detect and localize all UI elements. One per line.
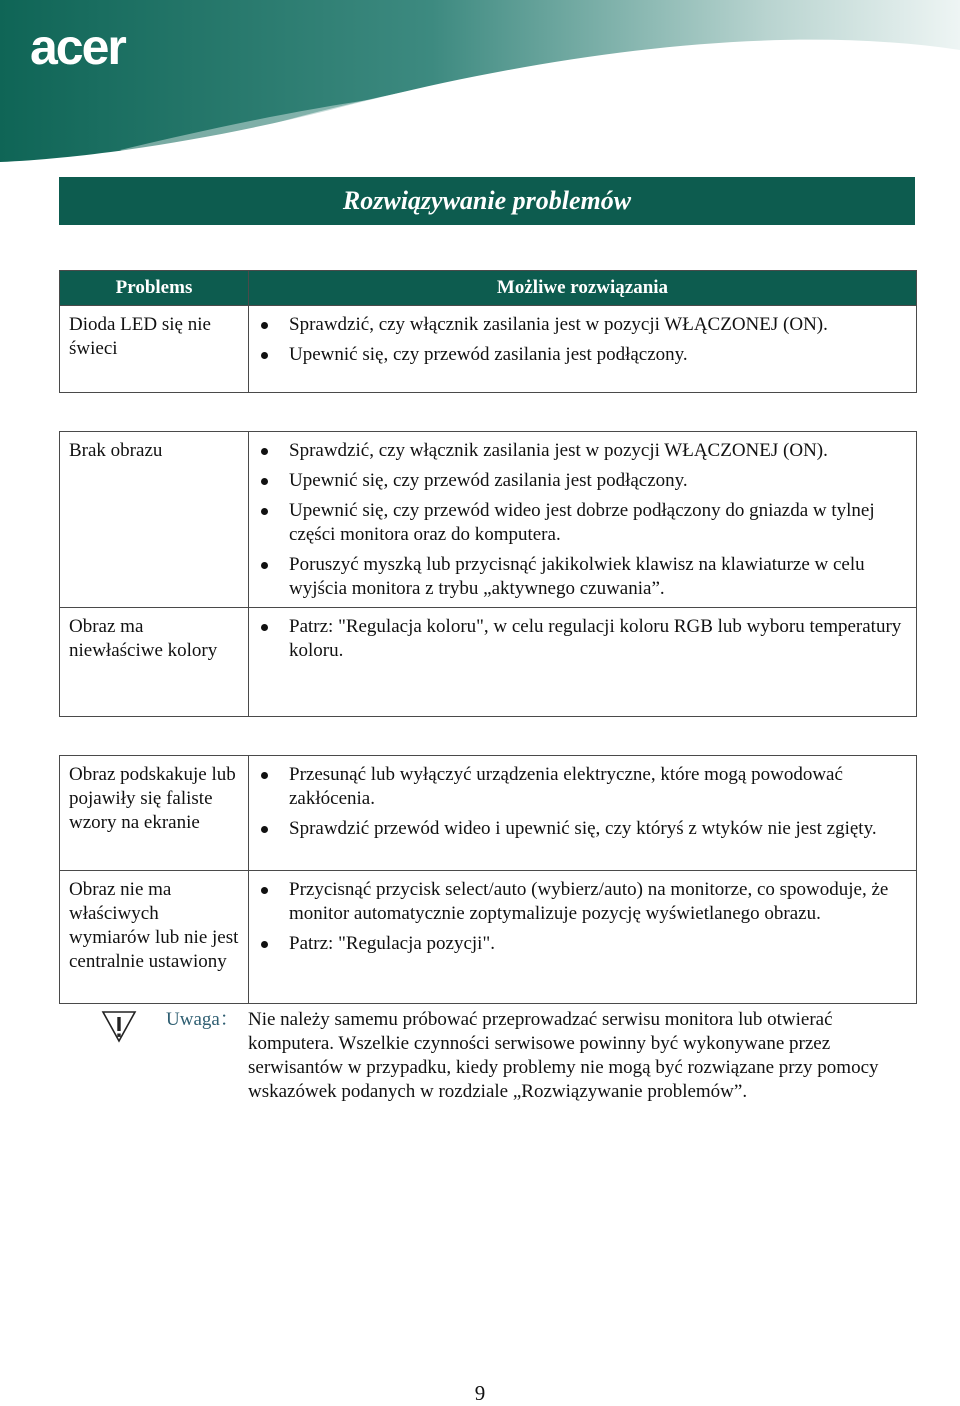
solution-text: Patrz: "Regulacja koloru", w celu regulacji koloru RGB lub wyboru temperatury koloru. [289, 616, 902, 661]
note-label: Uwaga： [166, 1009, 239, 1030]
solution-item [257, 313, 904, 337]
acer-logo: acer [30, 19, 125, 75]
bullet-icon [261, 352, 268, 359]
solution-item [257, 469, 904, 493]
table-group-spacer [60, 717, 917, 756]
spacer-cell [249, 393, 917, 432]
table-row [60, 306, 917, 393]
bullet-icon [261, 562, 268, 569]
problems-column-header: Problems [60, 271, 249, 306]
problem-text: Brak obrazu [69, 440, 163, 461]
solution-text: Przesunąć lub wyłączyć urządzenia elektryczne, które mogą powodować zakłócenia. [289, 764, 843, 809]
page-number: 9 [474, 1381, 486, 1405]
solution-list [257, 615, 904, 663]
header-banner [0, 0, 960, 165]
problem-cell [60, 608, 249, 717]
bullet-icon [261, 478, 268, 485]
table-row [60, 756, 917, 871]
solution-text: Upewnić się, czy przewód wideo jest dobrze podłączony do gniazda w tylnej części monitora oraz do komputera. [289, 500, 875, 545]
table-row [60, 432, 917, 608]
problem-cell [60, 756, 249, 871]
solution-list [257, 439, 904, 601]
solution-cell [249, 432, 917, 608]
solution-item [257, 763, 904, 811]
spacer-cell [60, 717, 249, 756]
solution-text: Upewnić się, czy przewód zasilania jest podłączony. [289, 344, 688, 365]
solutions-column-header: Możliwe rozwiązania [249, 271, 917, 306]
bullet-icon [261, 448, 268, 455]
problem-cell [60, 871, 249, 1004]
solution-cell [249, 608, 917, 717]
troubleshooting-table [59, 270, 917, 1004]
solution-text: Przycisnąć przycisk select/auto (wybierz/auto) na monitorze, co spowoduje, że monitor automatycznie zoptymalizuje pozycję wyświetlanego obrazu. [289, 879, 889, 924]
solution-cell [249, 871, 917, 1004]
page-title: Rozwiązywanie problemów [342, 186, 632, 215]
problem-text: Obraz ma niewłaściwe kolory [69, 616, 218, 661]
bullet-icon [261, 826, 268, 833]
solution-item [257, 439, 904, 463]
bullet-icon [261, 624, 268, 631]
solution-item [257, 499, 904, 547]
spacer-cell [60, 393, 249, 432]
spacer-cell [249, 717, 917, 756]
solution-text: Poruszyć myszką lub przycisnąć jakikolwiek klawisz na klawiaturze w celu wyjścia monitora z trybu „aktywnego czuwania”. [289, 554, 865, 599]
table-row [60, 871, 917, 1004]
solution-item [257, 932, 904, 956]
solution-item [257, 553, 904, 601]
header-wave-graphic [0, 0, 960, 165]
section-title-bar [59, 177, 915, 225]
problem-text: Dioda LED się nie świeci [69, 314, 211, 359]
bullet-icon [261, 887, 268, 894]
table-group-spacer [60, 393, 917, 432]
bullet-icon [261, 508, 268, 515]
table-body [60, 306, 917, 1004]
problem-cell [60, 306, 249, 393]
solution-list [257, 763, 904, 841]
solution-text: Sprawdzić przewód wideo i upewnić się, czy któryś z wtyków nie jest zgięty. [289, 818, 877, 839]
problem-text: Obraz nie ma właściwych wymiarów lub nie jest centralnie ustawiony [69, 879, 239, 972]
solution-item [257, 615, 904, 663]
solution-text: Sprawdzić, czy włącznik zasilania jest w pozycji WŁĄCZONEJ (ON). [289, 440, 828, 461]
solution-item [257, 343, 904, 367]
bullet-icon [261, 941, 268, 948]
solution-cell [249, 306, 917, 393]
problem-cell [60, 432, 249, 608]
note-text: Nie należy samemu próbować przeprowadzać serwisu monitora lub otwierać komputera. Wszelkie czynności serwisowe powinny być wykonywane przez serwisantów w przypadku, kiedy problemy nie mogą być rozwiązane przy pomocy wskazówek podanych w rozdziale „Rozwiązywanie problemów”. [248, 1009, 879, 1102]
problem-text: Obraz podskakuje lub pojawiły się faliste wzory na ekranie [69, 764, 236, 833]
table-header-row [60, 271, 917, 306]
solution-list [257, 313, 904, 367]
solution-list [257, 878, 904, 956]
solution-cell [249, 756, 917, 871]
solution-text: Patrz: "Regulacja pozycji". [289, 933, 495, 954]
solution-text: Sprawdzić, czy włącznik zasilania jest w pozycji WŁĄCZONEJ (ON). [289, 314, 828, 335]
warning-triangle-icon [100, 1008, 138, 1044]
solution-text: Upewnić się, czy przewód zasilania jest podłączony. [289, 470, 688, 491]
solution-item [257, 817, 904, 841]
solution-item [257, 878, 904, 926]
bullet-icon [261, 772, 268, 779]
table-row [60, 608, 917, 717]
bullet-icon [261, 322, 268, 329]
